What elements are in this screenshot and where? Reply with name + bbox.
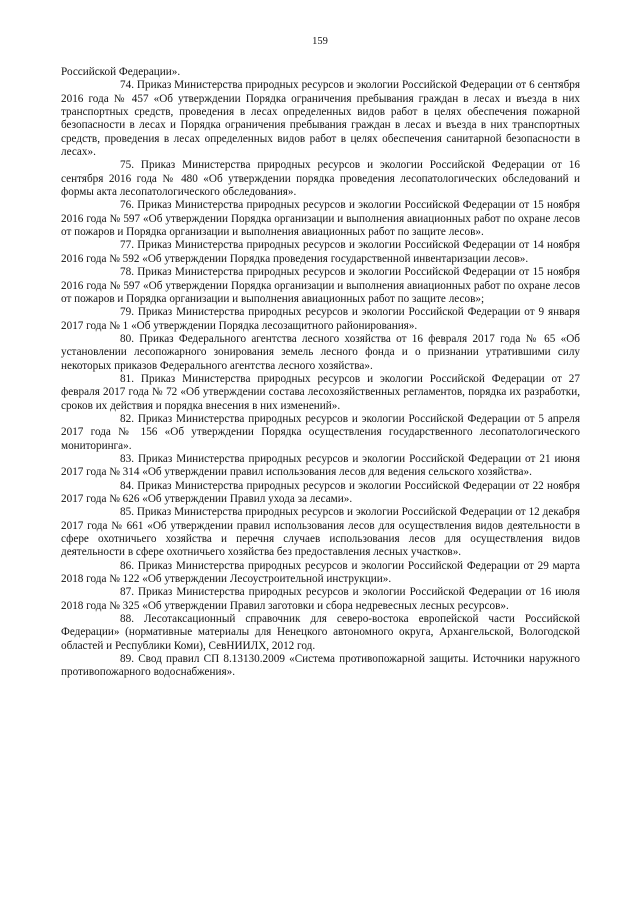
continuation-paragraph: Российской Федерации». xyxy=(61,66,181,78)
list-item: 82. Приказ Министерства природных ресурсов и экологии Российской Федерации от 5 апреля 2017 года № 156 «Об утверждении Порядка осуществления государственного лесопатологического мониторинга». xyxy=(61,412,580,452)
list-item: 85. Приказ Министерства природных ресурсов и экологии Российской Федерации от 12 декабря 2017 года № 661 «Об утверждении правил использования лесов для осуществления видов деятельности в сфере охотничьего хозяйства и перечня случаев использования лесов для осуществления видов деятельности в сфере охотничьего хозяйства без предоставления лесных участков». xyxy=(61,506,580,559)
document-body xyxy=(61,66,580,680)
list-item: 84. Приказ Министерства природных ресурсов и экологии Российской Федерации от 22 ноября 2017 года № 626 «Об утверждении Правил ухода за лесами». xyxy=(61,479,580,505)
list-item: 89. Свод правил СП 8.13130.2009 «Система противопожарной защиты. Источники наружного противопожарного водоснабжения». xyxy=(61,653,580,679)
list-item: 83. Приказ Министерства природных ресурсов и экологии Российской Федерации от 21 июня 2017 года № 314 «Об утверждении правил использования лесов для ведения сельского хозяйства». xyxy=(61,452,580,479)
list-item: 80. Приказ Федерального агентства лесного хозяйства от 16 февраля 2017 года № 65 «Об установлении лесопожарного зонирования земель лесного фонда и о признании утратившими силу некоторых приказов Федерального агентства лесного хозяйства». xyxy=(61,332,580,372)
page-number: 159 xyxy=(312,36,328,47)
list-item: 81. Приказ Министерства природных ресурсов и экологии Российской Федерации от 27 февраля 2017 года № 72 «Об утверждении состава лесохозяйственных регламентов, порядка их разработки, сроков их действия и порядка внесения в них изменений». xyxy=(61,372,580,412)
list-item: 87. Приказ Министерства природных ресурсов и экологии Российской Федерации от 16 июля 2018 года № 325 «Об утверждении Правил заготовки и сбора недревесных лесных ресурсов». xyxy=(61,586,580,612)
list-item: 74. Приказ Министерства природных ресурсов и экологии Российской Федерации от 6 сентября 2016 года № 457 «Об утверждении Порядка ограничения пребывания граждан в лесах и въезда в них транспортных средств, проведения в лесах определенных видов работ в целях обеспечения пожарной безопасности в лесах и Порядка ограничения пребывания граждан в лесах и въезда в них транспортных средств, проведения в лесах определенных видов работ в целях обеспечения санитарной безопасности в лесах». xyxy=(61,79,580,159)
list-item: 88. Лесотаксационный справочник для северо-востока европейской части Российской Федерации» (нормативные материалы для Ненецкого автономного округа, Архангельской, Вологодской областей и Республики Коми), СевНИИЛХ, 2012 год. xyxy=(61,613,580,652)
list-item: 86. Приказ Министерства природных ресурсов и экологии Российской Федерации от 29 марта 2018 года № 122 «Об утверждении Лесоустроительной инструкции». xyxy=(61,559,580,586)
list-item: 76. Приказ Министерства природных ресурсов и экологии Российской Федерации от 15 ноября 2016 года № 597 «Об утверждении Порядка организации и выполнения авиационных работ по охране лесов от пожаров и Порядка организации и выполнения авиационных работ по защите лесов». xyxy=(61,199,580,239)
list-item: 75. Приказ Министерства природных ресурсов и экологии Российской Федерации от 16 сентября 2016 года № 480 «Об утверждении порядка проведения лесопатологических обследований и формы акта лесопатологического обследования». xyxy=(61,159,580,199)
list-item: 78. Приказ Министерства природных ресурсов и экологии Российской Федерации от 15 ноября 2016 года № 597 «Об утверждении Порядка организации и выполнения авиационных работ по охране лесов от пожаров и Порядка организации и выполнения авиационных работ по защите лесов»; xyxy=(61,266,580,305)
list-item: 77. Приказ Министерства природных ресурсов и экологии Российской Федерации от 14 ноября 2016 года № 592 «Об утверждении Порядка проведения государственной инвентаризации лесов». xyxy=(61,239,580,265)
list-item: 79. Приказ Министерства природных ресурсов и экологии Российской Федерации от 9 января 2017 года № 1 «Об утверждении Порядка лесозащитного районирования». xyxy=(61,306,580,332)
